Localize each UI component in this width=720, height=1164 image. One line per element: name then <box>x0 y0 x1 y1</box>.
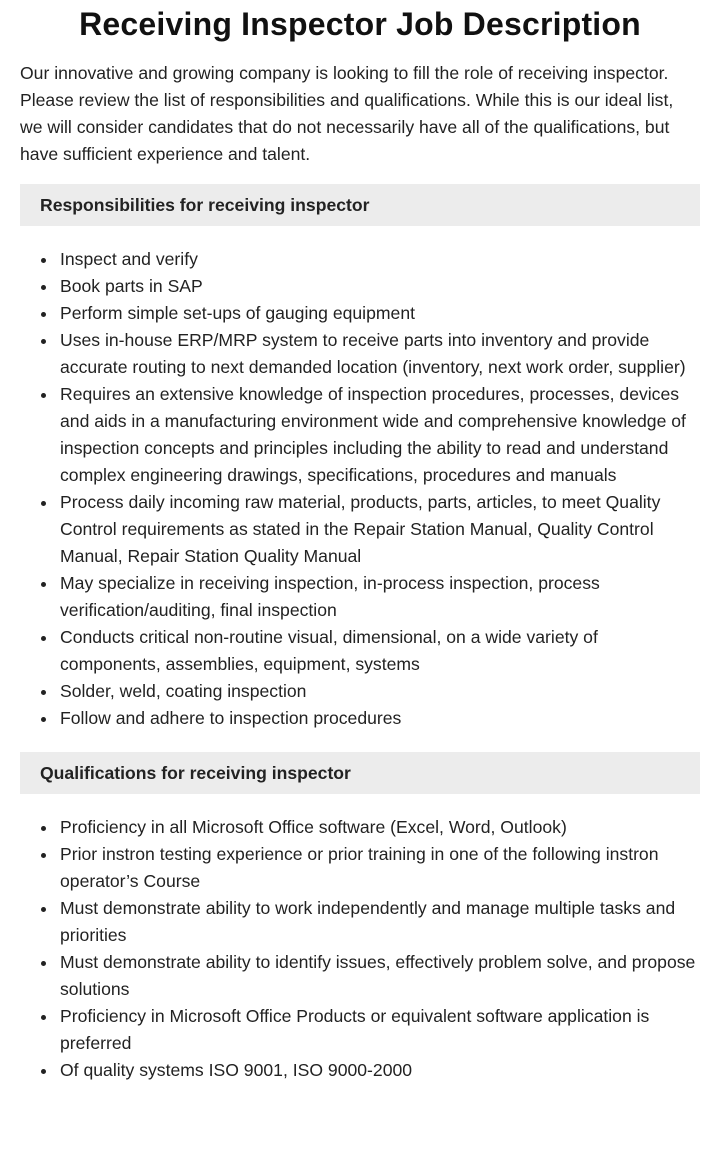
list-item <box>60 624 700 678</box>
bullet-icon <box>41 582 46 587</box>
bullet-icon <box>41 501 46 506</box>
bullet-icon <box>41 853 46 858</box>
list-item <box>60 949 700 1003</box>
list-item-text: Solder, weld, coating inspection <box>60 681 307 701</box>
list-item-text: Process daily incoming raw material, products, parts, articles, to meet Quality Control requirements as stated in the Repair Station Manual, Quality Control Manual, Repair Station Quality Manual <box>60 492 661 566</box>
list-item-text: Follow and adhere to inspection procedures <box>60 708 402 728</box>
list-item <box>60 814 700 841</box>
list-item <box>60 705 700 732</box>
page-title: Receiving Inspector Job Description <box>79 6 641 42</box>
bullet-icon <box>41 285 46 290</box>
qualifications-heading: Qualifications for receiving inspector <box>20 752 700 794</box>
list-item-text: Prior instron testing experience or prior training in one of the following instron operator’s Course <box>60 844 659 891</box>
list-item <box>60 1003 700 1057</box>
list-item <box>60 327 700 381</box>
qualifications-list <box>20 814 700 1084</box>
bullet-icon <box>41 258 46 263</box>
list-item <box>60 570 700 624</box>
responsibilities-heading: Responsibilities for receiving inspector <box>20 184 700 226</box>
list-item-text: Inspect and verify <box>60 249 198 269</box>
list-item <box>60 841 700 895</box>
list-item <box>60 273 700 300</box>
bullet-icon <box>41 312 46 317</box>
bullet-icon <box>41 393 46 398</box>
list-item <box>60 300 700 327</box>
bullet-icon <box>41 826 46 831</box>
list-item <box>60 895 700 949</box>
bullet-icon <box>41 1069 46 1074</box>
list-item <box>60 678 700 705</box>
bullet-icon <box>41 1015 46 1020</box>
list-item-text: Must demonstrate ability to work independently and manage multiple tasks and priorities <box>60 898 676 945</box>
list-item-text: Conducts critical non-routine visual, dimensional, on a wide variety of components, assemblies, equipment, systems <box>60 627 598 674</box>
list-item <box>60 1057 700 1084</box>
bullet-icon <box>41 339 46 344</box>
bullet-icon <box>41 690 46 695</box>
intro-paragraph: Our innovative and growing company is looking to fill the role of receiving inspector. Please review the list of responsibilities and qualifications. While this is our ideal list, we will consider candidates that do not necessarily have all of the qualifications, but have sufficient experience and talent. <box>20 63 674 164</box>
list-item-text: Book parts in SAP <box>60 276 203 296</box>
list-item <box>60 381 700 489</box>
list-item-text: Proficiency in Microsoft Office Products or equivalent software application is preferred <box>60 1006 650 1053</box>
list-item-text: Must demonstrate ability to identify issues, effectively problem solve, and propose solutions <box>60 952 696 999</box>
list-item <box>60 489 700 570</box>
list-item <box>60 246 700 273</box>
bullet-icon <box>41 717 46 722</box>
responsibilities-list <box>20 246 700 732</box>
list-item-text: Proficiency in all Microsoft Office software (Excel, Word, Outlook) <box>60 817 567 837</box>
list-item-text: Requires an extensive knowledge of inspection procedures, processes, devices and aids in a manufacturing environment wide and comprehensive knowledge of inspection concepts and principles including the ability to read and understand complex engineering drawings, specifications, procedures and manuals <box>60 384 686 485</box>
list-item-text: Uses in-house ERP/MRP system to receive parts into inventory and provide accurate routing to next demanded location (inventory, next work order, supplier) <box>60 330 686 377</box>
list-item-text: May specialize in receiving inspection, in-process inspection, process verification/auditing, final inspection <box>60 573 600 620</box>
list-item-text: Perform simple set-ups of gauging equipment <box>60 303 415 323</box>
bullet-icon <box>41 636 46 641</box>
list-item-text: Of quality systems ISO 9001, ISO 9000-2000 <box>60 1060 413 1080</box>
bullet-icon <box>41 961 46 966</box>
section-spacer <box>20 732 700 736</box>
bullet-icon <box>41 907 46 912</box>
